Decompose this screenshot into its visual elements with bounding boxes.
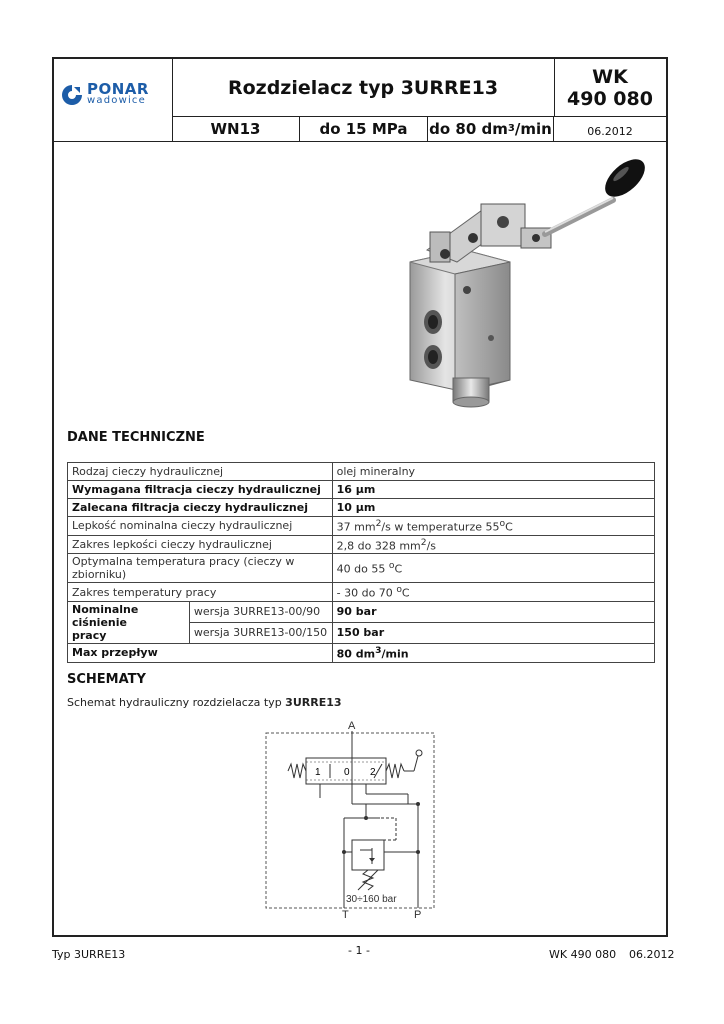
table-row <box>68 643 655 662</box>
logo-sub-text: wadowice <box>87 95 146 106</box>
table-row <box>68 463 655 481</box>
tech-value: 37 $mm^2/s$ w temperaturze 55$^o$C <box>332 517 654 536</box>
flow-sup: 3 <box>507 123 515 134</box>
pressure-label: Nominalne ciśnienie pracy <box>68 601 190 643</box>
pressure-cell: do 15 MPa <box>300 116 428 141</box>
header-table <box>54 59 666 142</box>
schemes-caption: Schemat hydrauliczny rozdzielacza typ 3URRE13 <box>67 696 342 709</box>
port-p-label: P <box>414 909 422 920</box>
footer-date: 06.2012 <box>629 948 675 961</box>
tech-table <box>67 462 655 663</box>
tech-value: 16 µm <box>332 481 654 499</box>
version-1-label: wersja 3URRE13-00/90 <box>189 601 332 622</box>
logo-main-text: PONAR <box>87 80 149 98</box>
schemes-heading: SCHEMATY <box>67 672 146 687</box>
tech-label: Zakres temperatury pracy <box>68 583 333 602</box>
tech-label: Rodzaj cieczy hydraulicznej <box>68 463 333 481</box>
relief-pressure-label: 30÷160 bar <box>346 894 397 905</box>
document-title: Rozdzielacz typ 3URRE13 <box>172 59 555 117</box>
tech-value: 2,8 do 328 $mm^2/s$ <box>332 535 654 554</box>
tech-label: Zakres lepkości cieczy hydraulicznej <box>68 535 333 554</box>
max-flow-value: 80 $dm^3/\min$ <box>332 643 654 662</box>
tech-label: Zalecana filtracja cieczy hydraulicznej <box>68 499 333 517</box>
footer-left: Typ 3URRE13 <box>52 948 126 961</box>
table-row <box>68 517 655 536</box>
page-number: - 1 - <box>348 944 370 957</box>
version-2-value: 150 bar <box>332 622 654 643</box>
tech-value: 10 µm <box>332 499 654 517</box>
table-row <box>68 499 655 517</box>
position-0-label: 0 <box>344 767 350 778</box>
header-date: 06.2012 <box>587 125 633 138</box>
tech-label: Lepkość nominalna cieczy hydraulicznej <box>68 517 333 536</box>
table-row <box>68 535 655 554</box>
size-cell: WN13 <box>172 116 300 141</box>
ponar-logo <box>60 80 149 107</box>
tech-heading: DANE TECHNICZNE <box>67 430 205 445</box>
wk-number <box>554 59 666 117</box>
flow-cell <box>428 116 554 141</box>
flow-prefix: do 80 dm <box>429 119 508 138</box>
port-t-label: T <box>342 909 349 920</box>
hydraulic-schematic <box>260 718 440 920</box>
max-flow-label: Max przepływ <box>68 643 333 662</box>
wk-line-2: 490 080 <box>567 87 653 110</box>
tech-value: - 30 do 70 $^o$C <box>332 583 654 602</box>
wk-line-1: WK <box>592 65 628 88</box>
flow-suffix: /min <box>514 119 552 138</box>
tech-label: Optymalna temperatura pracy (cieczy w zbiorniku) <box>68 554 333 583</box>
valve-photo <box>395 150 665 415</box>
tech-value: 40 do 55 $^o$C <box>332 554 654 583</box>
table-row <box>68 601 655 622</box>
footer-wk: WK 490 080 <box>549 948 617 961</box>
position-1-label: 1 <box>315 767 321 778</box>
version-2-label: wersja 3URRE13-00/150 <box>189 622 332 643</box>
table-row <box>68 554 655 583</box>
table-row <box>68 481 655 499</box>
ponar-logo-icon <box>60 83 84 107</box>
table-row <box>68 583 655 602</box>
tech-value: olej mineralny <box>332 463 654 481</box>
logo-cell <box>54 59 173 141</box>
port-a-label: A <box>348 720 356 732</box>
version-1-value: 90 bar <box>332 601 654 622</box>
tech-label: Wymagana filtracja cieczy hydraulicznej <box>68 481 333 499</box>
position-2-label: 2 <box>370 767 376 778</box>
